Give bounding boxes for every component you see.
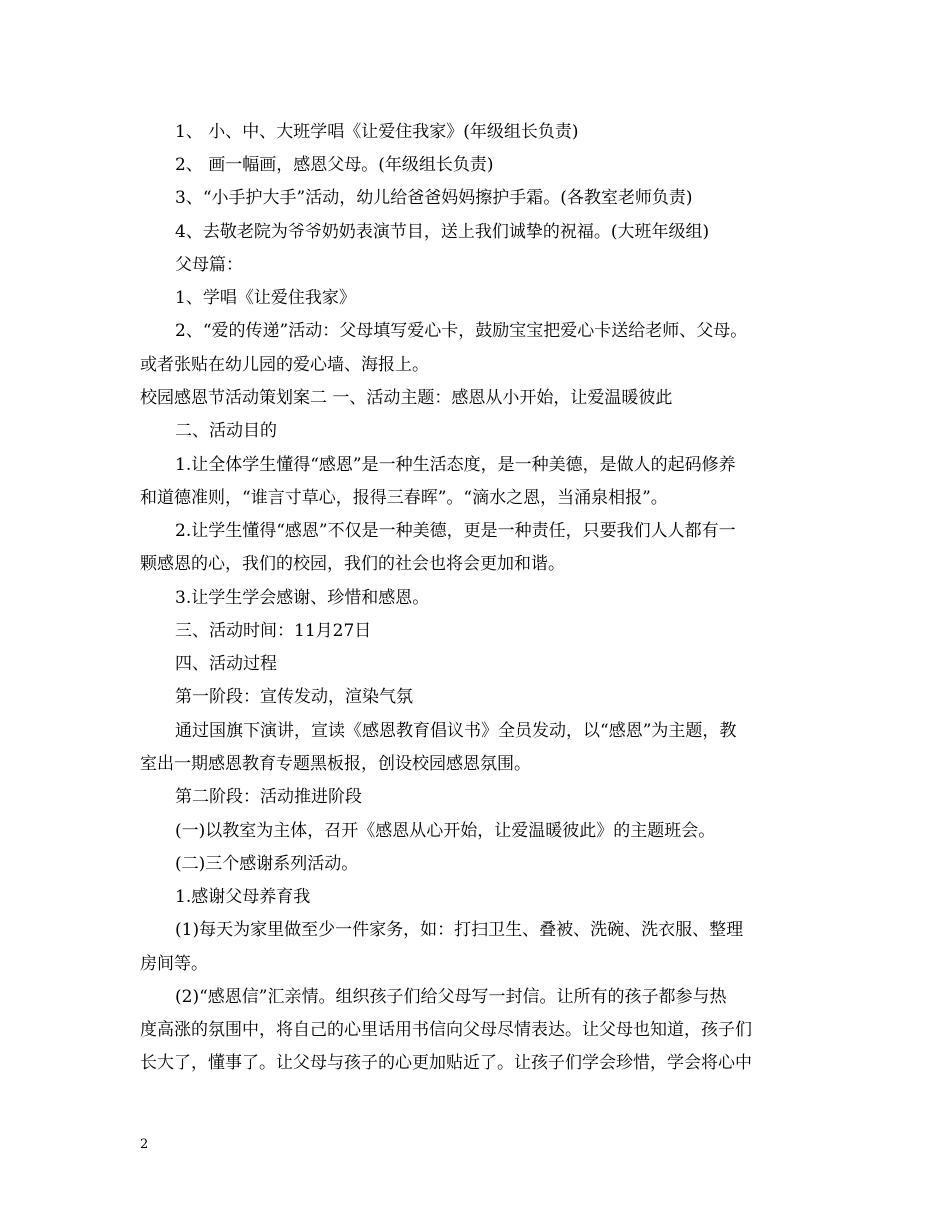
text-line: 1、学唱《让爱住我家》 [175, 288, 356, 308]
text-line: 3、“小手护大手”活动，幼儿给爸爸妈妈擦护手霜。(各教室老师负责) [175, 188, 693, 208]
subsection-heading: 第一阶段：宣传发动，渲染气氛 [175, 687, 413, 707]
text-line: 2、 画一幅画，感恩父母。(年级组长负责) [175, 155, 494, 175]
section-heading: 四、活动过程 [175, 654, 277, 674]
page-number: 2 [140, 1137, 149, 1152]
text-line: (1)每天为家里做至少一件家务，如：打扫卫生、叠被、洗碗、洗衣服、整理 [175, 920, 744, 940]
text-line: 2、“爱的传递”活动：父母填写爱心卡，鼓励宝宝把爱心卡送给老师、父母。 [175, 321, 748, 341]
text-line: 1.让全体学生懂得“感恩”是一种生活态度，是一种美德，是做人的起码修养 [175, 455, 736, 475]
text-line: 或者张贴在幼儿园的爱心墙、海报上。 [140, 355, 429, 375]
text-line: (一)以教室为主体，召开《感恩从心开始，让爱温暖彼此》的主题班会。 [175, 821, 716, 841]
text-line: (2)“感恩信”汇亲情。组织孩子们给父母写一封信。让所有的孩子都参与热 [175, 987, 727, 1007]
text-line: 4、去敬老院为爷爷奶奶表演节目，送上我们诚挚的祝福。(大班年级组) [175, 222, 710, 242]
text-line: 颗感恩的心，我们的校园，我们的社会也将会更加和谐。 [140, 554, 565, 574]
text-line: 通过国旗下演讲，宣读《感恩教育倡议书》全员发动，以“感恩”为主题，教 [175, 721, 737, 741]
text-line: 房间等。 [140, 954, 208, 974]
text-line: 室出一期感恩教育专题黑板报，创设校园感恩氛围。 [140, 754, 531, 774]
section-heading: 父母篇： [175, 255, 243, 275]
section-heading: 二、活动目的 [175, 421, 277, 441]
section-title: 校园感恩节活动策划案二 一、活动主题：感恩从小开始，让爱温暖彼此 [140, 388, 673, 408]
section-heading: 三、活动时间：11月27日 [175, 621, 372, 641]
text-line: 长大了，懂事了。让父母与孩子的心更加贴近了。让孩子们学会珍惜，学会将心中 [140, 1053, 752, 1073]
text-line: 3.让学生学会感谢、珍惜和感恩。 [175, 588, 430, 608]
text-line: 度高涨的氛围中，将自己的心里话用书信向父母尽情表达。让父母也知道，孩子们 [140, 1020, 752, 1040]
text-line: 2.让学生懂得“感恩”不仅是一种美德，更是一种责任，只要我们人人都有一 [175, 521, 736, 541]
text-line: 和道德准则，“谁言寸草心，报得三春晖”。“滴水之恩，当涌泉相报”。 [140, 488, 668, 508]
text-line: 1.感谢父母养育我 [175, 887, 311, 907]
text-line: 1、 小、中、大班学唱《让爱住我家》(年级组长负责) [175, 122, 579, 142]
subsection-heading: 第二阶段：活动推进阶段 [175, 787, 362, 807]
text-line: (二)三个感谢系列活动。 [175, 854, 359, 874]
